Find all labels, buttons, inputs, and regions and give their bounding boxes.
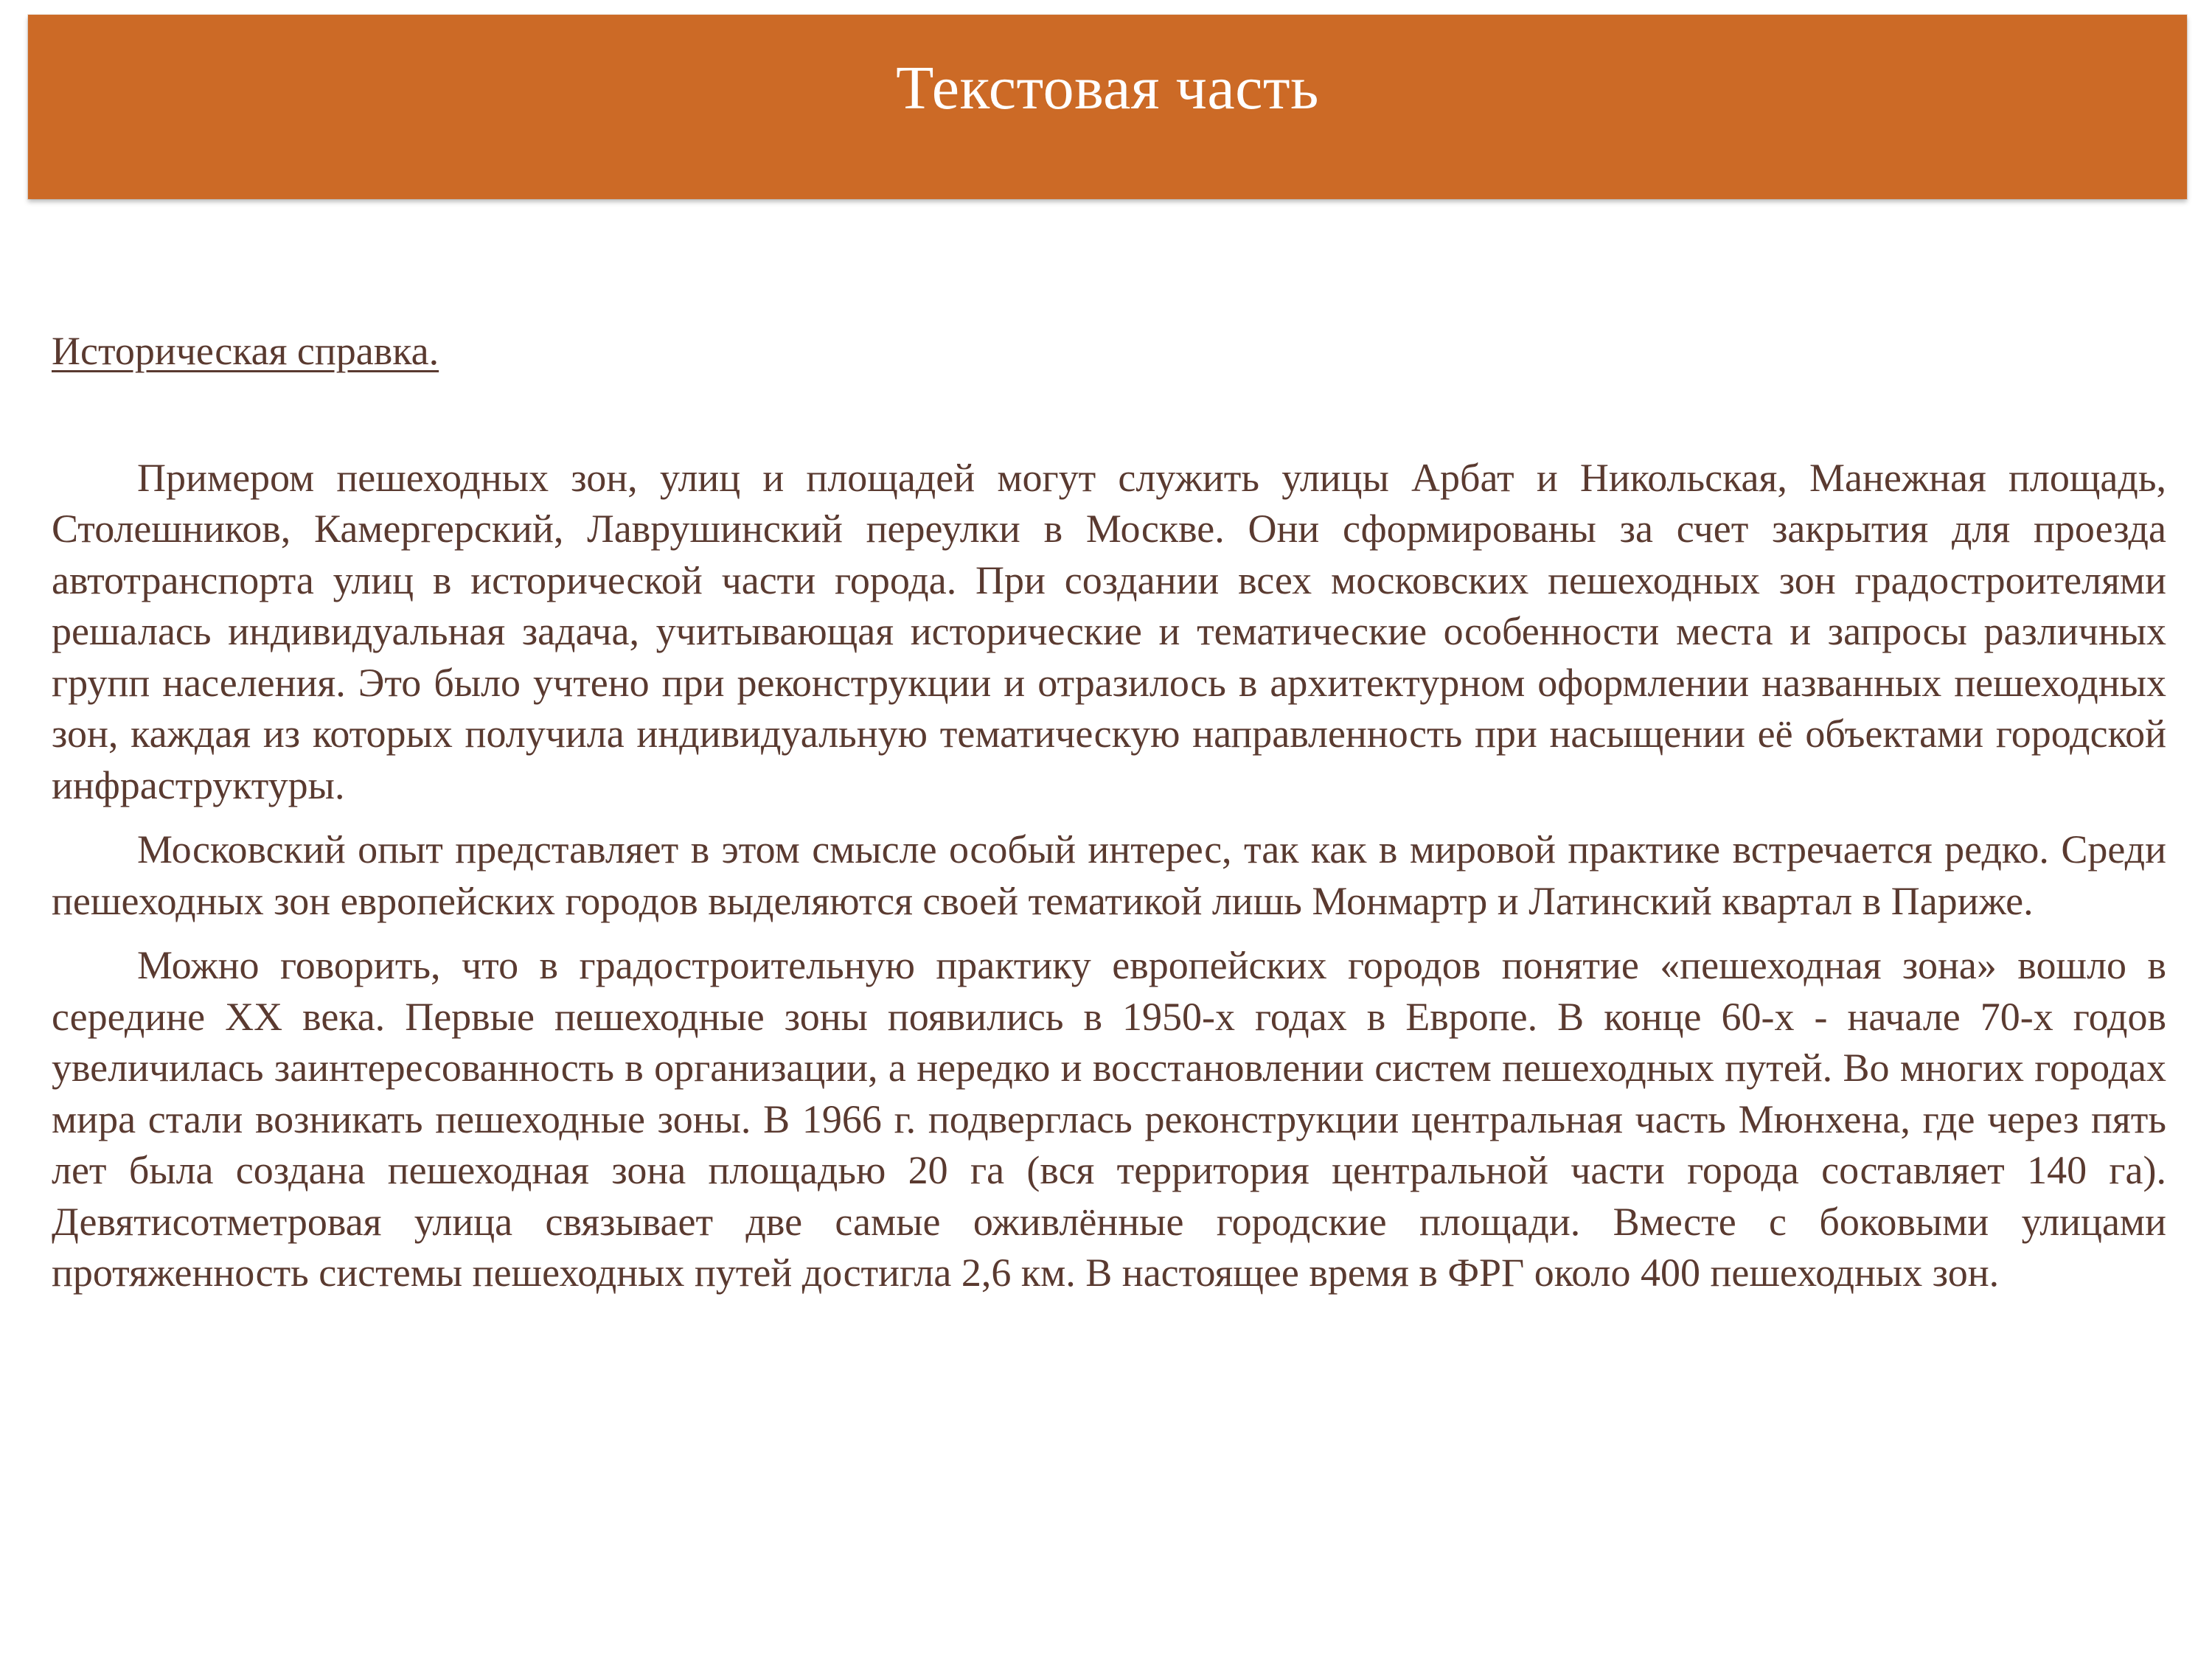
paragraph-moscow-zones: Примером пешеходных зон, улиц и площадей могут служить улицы Арбат и Никольская, Манежная площадь, Столешников, Камергерский, Лаврушинский переулки в Москве. Они сформированы за счет закрытия для проезда автотранспорта улиц в исторической части города. При создании всех московских пешеходных зон градостроителями решалась индивидуальная задача, учитывающая исторические и тематические особенности места и запросы различных групп населения. Это было учтено при реконструкции и отразилось в архитектурном оформлении названных пешеходных зон, каждая из которых получила индивидуальную тематическую направленность при насыщении её объектами городской инфраструктуры. (52, 455, 2166, 807)
slide-content (52, 326, 2166, 1312)
slide-title: Текстовая часть (896, 54, 1319, 122)
paragraph-moscow-experience: Московский опыт представляет в этом смысле особый интерес, так как в мировой практике встречается редко. Среди пешеходных зон европейских городов выделяются своей тематикой лишь Монмартр и Латинский квартал в Париже. (52, 827, 2166, 923)
paragraph-european-history: Можно говорить, что в градостроительную практику европейских городов понятие «пешеходная зона» вошло в середине XX века. Первые пешеходные зоны появились в 1950-х годах в Европе. В конце 60-х - начале 70-х годов увеличилась заинтересованность в организации, а нередко и восстановлении систем пешеходных путей. Во многих городах мира стали возникать пешеходные зоны. В 1966 г. подверглась реконструкции центральная часть Мюнхена, где через пять лет была создана пешеходная зона площадью 20 га (вся территория центральной части города составляет 140 га). Девятисотметровая улица связывает две самые оживлённые городские площади. Вместе с боковыми улицами протяженность системы пешеходных путей достигла 2,6 км. В настоящее время в ФРГ около 400 пешеходных зон. (52, 943, 2166, 1295)
section-heading: Историческая справка. (52, 329, 439, 373)
title-bar (28, 15, 2187, 199)
